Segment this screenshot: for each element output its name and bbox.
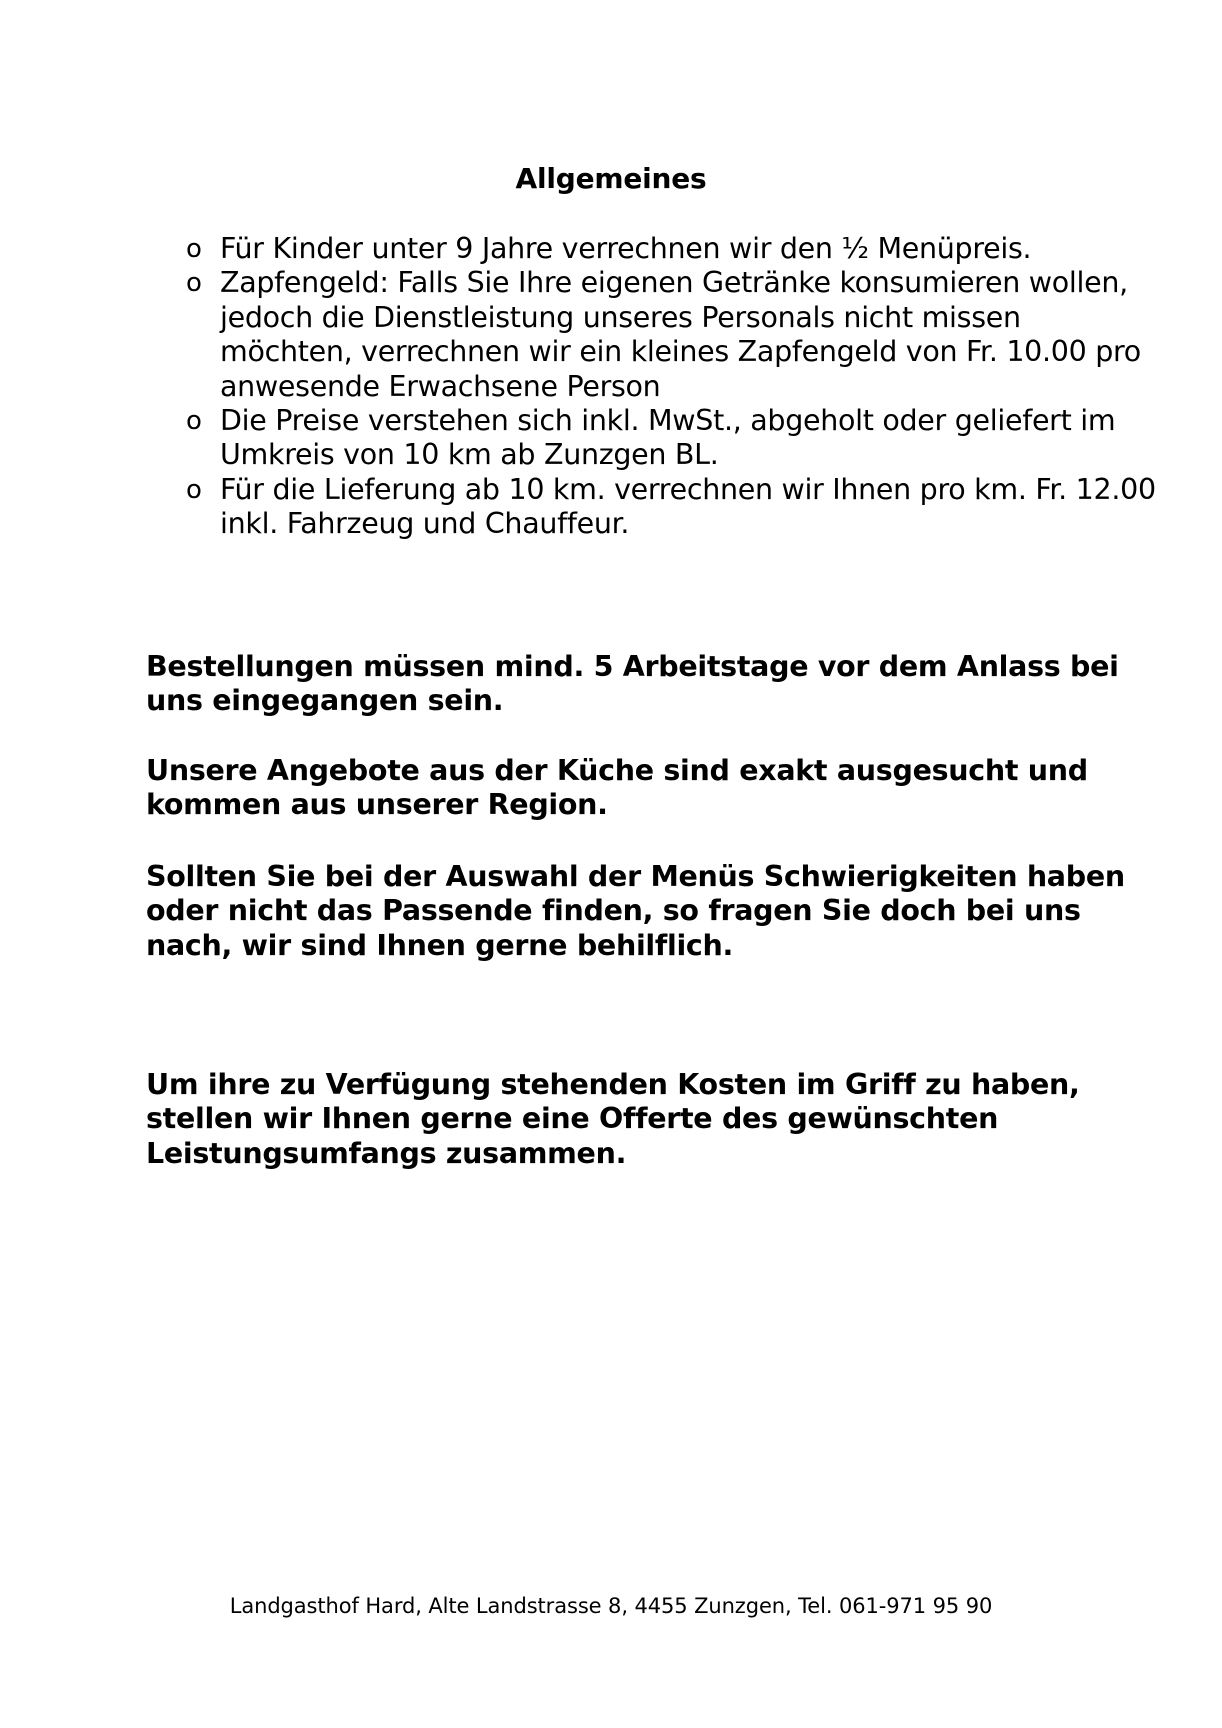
bullet-marker: o [186, 268, 202, 299]
list-item [180, 232, 1160, 266]
bullet-marker: o [186, 474, 202, 505]
order-deadline-paragraph: Bestellungen müssen mind. 5 Arbeitstage vor dem Anlass bei uns eingegangen sein. [146, 650, 1119, 718]
bullet-marker: o [186, 234, 202, 264]
bullet-marker: o [186, 406, 202, 437]
help-paragraph: Sollten Sie bei der Auswahl der Menüs Schwierigkeiten haben oder nicht das Passende finden, so fragen Sie doch bei uns nach, wir sind Ihnen gerne behilflich. [146, 860, 1125, 962]
bullet-text-children-price: Für Kinder unter 9 Jahre verrechnen wir den ½ Menüpreis. [220, 232, 1032, 265]
info-bullet-list [180, 232, 1160, 542]
bullet-text-delivery: Für die Lieferung ab 10 km. verrechnen wir Ihnen pro km. Fr. 12.00 inkl. Fahrzeug und Chauffeur. [220, 472, 1156, 541]
quote-paragraph: Um ihre zu Verfügung stehenden Kosten im Griff zu haben, stellen wir Ihnen gerne eine Offerte des gewünschten Leistungsumfangs zusammen. [146, 1068, 1080, 1170]
regional-offer-paragraph: Unsere Angebote aus der Küche sind exakt ausgesucht und kommen aus unserer Region. [146, 754, 1088, 822]
bullet-text-corkage: Zapfengeld: Falls Sie Ihre eigenen Getränke konsumieren wollen, jedoch die Dienstleistung unseres Personals nicht missen möchten, verrechnen wir ein kleines Zapfengeld von Fr. 10.00 pro anwesende Erwachsene Person [220, 266, 1141, 403]
page-footer: Landgasthof Hard, Alte Landstrasse 8, 4455 Zunzgen, Tel. 061-971 95 90 [229, 1594, 993, 1618]
list-item [180, 266, 1160, 404]
list-item [180, 473, 1160, 542]
list-item [180, 404, 1160, 473]
bullet-text-prices-vat: Die Preise verstehen sich inkl. MwSt., abgeholt oder geliefert im Umkreis von 10 km ab Zunzgen BL. [220, 404, 1116, 472]
page-title: Allgemeines [515, 162, 707, 195]
